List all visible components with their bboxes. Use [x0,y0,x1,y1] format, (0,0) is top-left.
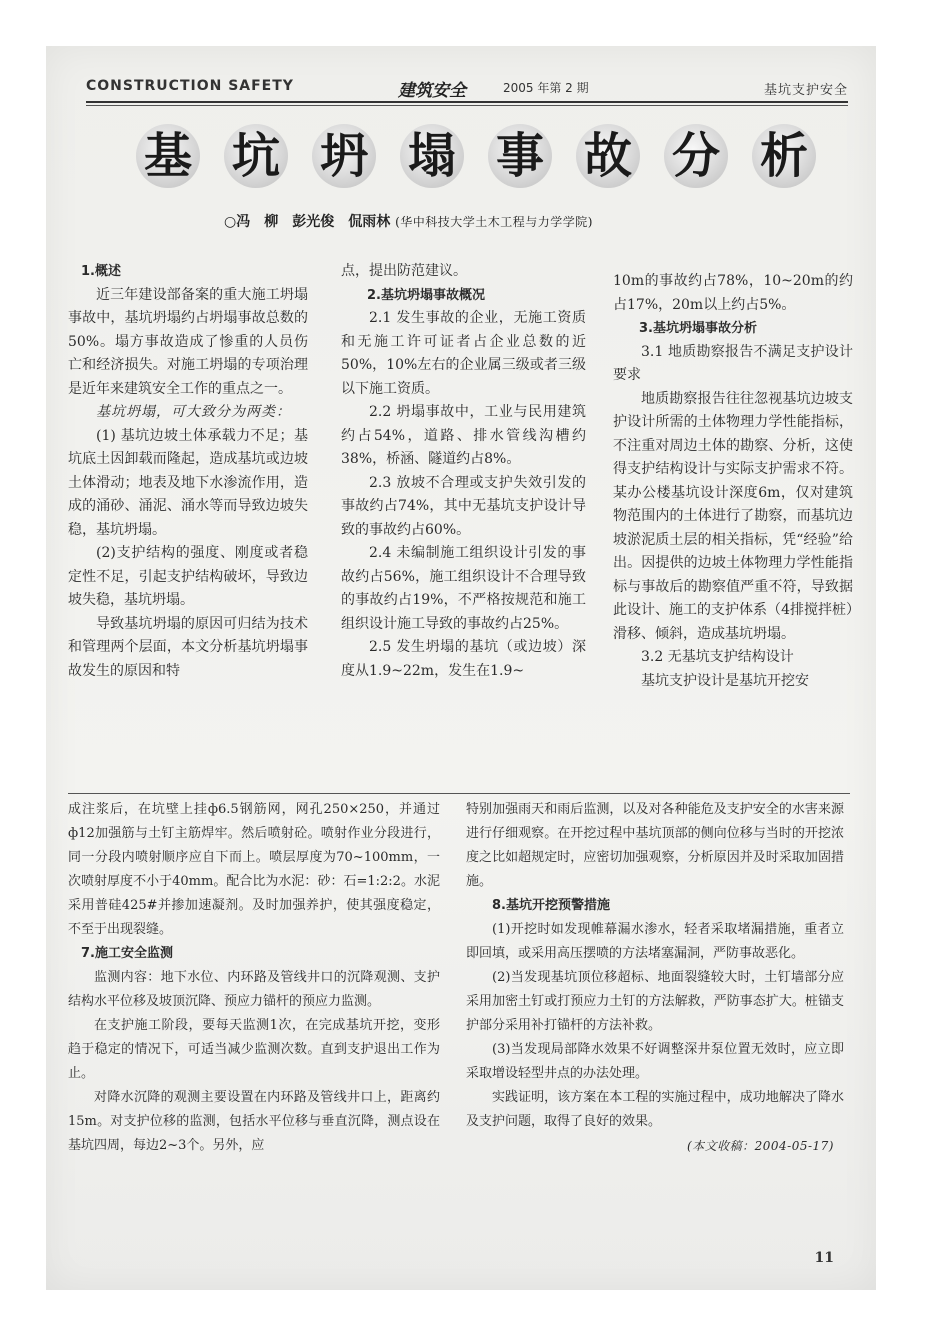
affiliation: (华中科技大学土木工程与力学学院) [395,215,593,229]
page-number: 11 [814,1250,834,1266]
paragraph: 地质勘察报告往往忽视基坑边坡支护设计所需的土体物理力学性能指标，不注重对周边土体的勘察、分析，这使得支护结构设计与实际支护需求不符。某办公楼基坑设计深度6m，仅对建筑物范围内的土体进行了勘察，而基坑边坡淤泥质土层的相关指标，凭“经验”给出。因提供的边坡土体物理力学性能指标与事故后的勘察值严重不符，导致据此设计、施工的支护体系（4排搅拌桩）滑移、倾斜，造成基坑坍塌。 [613,390,853,642]
magazine-name-en: CONSTRUCTION SAFETY [86,78,294,94]
section-heading: 7.施工安全监测 [81,946,173,961]
column-1 [68,260,308,683]
section-heading: 1.概述 [81,264,121,279]
paragraph: (1)开挖时如发现帷幕漏水渗水，轻者采取堵漏措施，重者立即回填，或采用高压摆喷的方法堵塞漏洞，严防事故恶化。 [466,922,844,961]
paragraph: 实践证明，该方案在本工程的实施过程中，成功地解决了降水及支护问题，取得了良好的效果。 [466,1090,844,1129]
title-char: 分 [664,124,728,188]
paragraph: 在支护施工阶段，要每天监测1次，在完成基坑开挖，变形趋于稳定的情况下，可适当减少监测次数。直到支护退出工作为止。 [68,1018,440,1081]
paragraph: 3.2 无基坑支护结构设计 [641,649,794,665]
issue-number: 2005 年第 2 期 [503,81,589,95]
paragraph: 2.1 发生事故的企业，无施工资质和无施工许可证者占企业总数的近50%，10%左右的企业属三级或者三级以下施工资质。 [341,310,586,397]
header-rule [86,101,848,103]
header-rule-thin [86,105,848,106]
running-header [86,76,848,101]
paragraph: 监测内容：地下水位、内环路及管线井口的沉降观测、支护结构水平位移及坡顶沉降、预应力锚杆的预应力监测。 [68,970,440,1009]
received-date: (本文收稿：2004-05-17) [686,1139,834,1153]
title-char: 坑 [224,124,288,188]
paragraph: 基坑支护设计是基坑开挖安 [641,672,809,689]
section-name: 基坑支护安全 [763,83,848,98]
paragraph: 基坑坍塌，可大致分为两类： [96,404,291,420]
paragraph: 2.5 发生坍塌的基坑（或边坡）深度从1.9~22m，发生在1.9~ [341,639,586,679]
paragraph: 对降水沉降的观测主要设置在内环路及管线井口上，距离约15m。对支护位移的监测，包括水平位移与垂直沉降，测点设在基坑四周，每边2~3个。另外，应 [68,1090,440,1153]
title-char: 塌 [400,124,464,188]
magazine-name-cn: 建筑安全 [398,81,466,101]
bottom-column-left [68,798,440,1158]
paragraph: 点，提出防范建议。 [341,263,467,279]
paragraph: 2.4 未编制施工组织设计引发的事故约占56%，施工组织设计不合理导致的事故约占19%，不严格按规范和施工组织设计施工导致的事故约占25%。 [341,545,586,632]
title-char: 基 [136,124,200,188]
author-line [224,211,593,231]
bottom-column-right [466,798,844,1158]
paragraph: (1) 基坑边坡土体承载力不足；基坑底土因卸载而隆起，造成基坑或边坡土体滑动；地表及地下水渗流作用，造成的涌砂、涌泥、涌水等而导致边坡失稳，基坑坍塌。 [68,427,308,538]
title-char: 事 [488,124,552,188]
journal-page [46,46,876,1290]
paragraph: 10m的事故约占78%，10~20m的约占17%，20m以上约占5%。 [613,273,853,313]
section-heading: 3.基坑坍塌事故分析 [639,321,757,336]
title-char: 坍 [312,124,376,188]
paragraph: 近三年建设部备案的重大施工坍塌事故中，基坑坍塌约占坍塌事故总数的50%。塌方事故造成了惨重的人员伤亡和经济损失。对施工坍塌的专项治理是近年来建筑安全工作的重点之一。 [68,286,308,397]
authors: ○冯 柳 彭光俊 侃雨林 [224,214,391,230]
paragraph: (3)当发现局部降水效果不好调整深井泵位置无效时，应立即采取增设轻型井点的办法处理。 [466,1042,844,1081]
paragraph: 2.2 坍塌事故中，工业与民用建筑约占54%，道路、排水管线沟槽约38%，桥涵、隧道约占8%。 [341,404,586,467]
column-3 [613,270,853,693]
section-heading: 8.基坑开挖预警措施 [492,898,610,913]
paragraph: (2)当发现基坑顶位移超标、地面裂缝较大时，土钉墙部分应采用加密土钉或打预应力土钉的方法解救，严防事态扩大。桩锚支护部分采用补打锚杆的方法补救。 [466,970,844,1033]
title-char: 析 [752,124,816,188]
paragraph: 2.3 放坡不合理或支护失效引发的事故约占74%，其中无基坑支护设计导致的事故约占60%。 [341,474,586,538]
paragraph: 导致基坑坍塌的原因可归结为技术和管理两个层面，本文分析基坑坍塌事故发生的原因和特 [68,615,308,679]
paragraph: 成注浆后，在坑壁上挂ф6.5钢筋网，网孔250×250，并通过ф12加强筋与土钉主筋焊牢。然后喷射砼。喷射作业分段进行，同一分段内喷射顺序应自下而上。喷层厚度为70~100mm，一次喷射厚度不小于40mm。配合比为水泥：砂：石=1:2:2。水泥采用普硅425#并掺加速凝剂。及时加强养护，使其强度稳定，不至于出现裂缝。 [68,802,440,937]
column-2 [341,260,586,683]
title-char: 故 [576,124,640,188]
section-heading: 2.基坑坍塌事故概况 [367,287,485,303]
paragraph: 3.1 地质勘察报告不满足支护设计要求 [613,343,853,383]
paragraph: (2)支护结构的强度、刚度或者稳定性不足，引起支护结构破坏，导致边坡失稳，基坑坍塌。 [68,545,308,608]
section-divider [68,793,850,794]
article-title [136,124,816,188]
paragraph: 特别加强雨天和雨后监测，以及对各种能危及支护安全的水害来源进行仔细观察。在开挖过程中基坑顶部的侧向位移与当时的开挖浓度之比如超规定时，应密切加强观察，分析原因并及时采取加固措施。 [466,802,844,889]
